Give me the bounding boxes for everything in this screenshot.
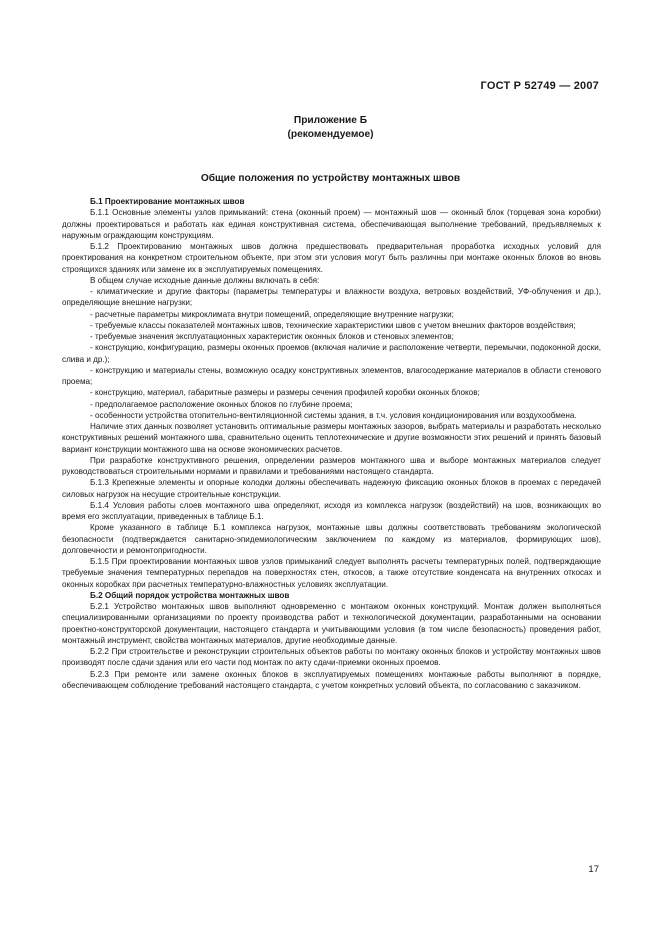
paragraph: Б.2.3 При ремонте или замене оконных блоков в эксплуатируемых помещениях монтажные работы выполняют в порядке, обеспечивающем соблюдение требований настоящего стандарта, с учетом конкретных условий объекта, по согласованию с заказчиком. bbox=[62, 669, 601, 690]
paragraph: Б.1.5 При проектировании монтажных швов узлов примыканий следует выполнять расчеты температурных полей, подтверждающие требуемые значения температурных перепадов на поверхностях стен, откосов, а также отсутствие конденсата на внутренних откосах и оконных коробках при расчетных температурно-влажностных условиях эксплуатации. bbox=[62, 557, 601, 589]
paragraph: Б.1.4 Условия работы слоев монтажного шва определяют, исходя из комплекса нагрузок (воздействий) на шов, возникающих во время его эксплуатации, приведенных в таблице Б.1. bbox=[62, 500, 601, 521]
appendix-title bbox=[0, 114, 661, 142]
paragraph: Б.1.2 Проектированию монтажных швов должна предшествовать предварительная проработка исходных условий для проектирования на конкретном строительном объекте, при этом эти условия могут быть различны при монтаже оконных блоков во вновь строящихся зданиях или замене их в эксплуатируемых помещениях. bbox=[62, 242, 601, 274]
paragraph: Б.1.3 Крепежные элементы и опорные колодки должны обеспечивать надежную фиксацию оконных блоков в проемах с передачей силовых нагрузок на несущие строительные конструкции. bbox=[62, 478, 601, 499]
paragraph: - требуемые значения эксплуатационных характеристик оконных блоков и стеновых элементов; bbox=[90, 332, 454, 341]
paragraph: Б.2.1 Устройство монтажных швов выполняют одновременно с монтажом оконных конструкций. Монтаж должен выполняться специализированными организациями по проекту производства работ и технологической документации, разработанными на основании проектно-конструкторской документации, настоящего стандарта и учитывающими условия (в том числе безопасность) проведения работ, монтажный инструмент, свойства монтажных материалов, другие необходимые данные. bbox=[62, 602, 601, 645]
page-number: 17 bbox=[588, 864, 599, 875]
document-body bbox=[62, 196, 601, 691]
paragraph: В общем случае исходные данные должны включать в себя: bbox=[90, 275, 320, 285]
section-heading: Общие положения по устройству монтажных швов bbox=[200, 173, 461, 184]
paragraph: - особенности устройства отопительно-вентиляционной системы здания, в т.ч. условия кондиционирования или воздухообмена. bbox=[90, 410, 577, 420]
paragraph: - предполагаемое расположение оконных блоков по глубине проема; bbox=[90, 399, 353, 409]
paragraph: - конструкцию, материал, габаритные размеры и размеры сечения профилей коробки оконных блоков; bbox=[90, 388, 480, 398]
paragraph: При разработке конструктивного решения, определении размеров монтажного шва и выборе монтажных материалов следует руководствоваться строительными нормами и правилами и требованиями настоящего стандарта. bbox=[62, 455, 601, 476]
paragraph: - конструкцию, конфигурацию, размеры оконных проемов (включая наличие и расположение четверти, перемычки, подоконной доски, слива и др.); bbox=[62, 343, 601, 364]
subsection-heading: Б.1 Проектирование монтажных швов bbox=[90, 197, 245, 206]
paragraph: Наличие этих данных позволяет установить оптимальные размеры монтажных зазоров, выбрать материалы и разработать несколько конструктивных решений монтажного шва, сравнительно оценить теплотехнические и другие возможности этих решений и принять базовый вариант конструкции монтажного шва на основе экономических расчетов. bbox=[62, 422, 601, 454]
paragraph: - расчетные параметры микроклимата внутри помещений, определяющие внутренние нагрузки; bbox=[90, 309, 454, 319]
subsection-heading: Б.2 Общий порядок устройства монтажных швов bbox=[90, 590, 290, 600]
appendix-label: Приложение Б bbox=[293, 115, 368, 126]
paragraph: Б.1.1 Основные элементы узлов примыканий: стена (оконный проем) — монтажный шов — оконный блок (торцевая зона коробки) должны проектироваться и работать как единая конструктивная система, обеспечивающая выполнение требований, предъявляемых к наружным ограждающим конструкциям. bbox=[62, 208, 601, 240]
appendix-status: (рекомендуемое) bbox=[287, 129, 374, 140]
paragraph: Б.2.2 При строительстве и реконструкции строительных объектов работы по монтажу оконных блоков и устройству монтажных швов производят после сдачи здания или его части под монтаж по акту сдачи-приемки оконных проемов. bbox=[62, 647, 601, 668]
standard-number: ГОСТ Р 52749 — 2007 bbox=[480, 80, 599, 92]
paragraph: - климатические и другие факторы (параметры температуры и влажности воздуха, ветровых воздействий, УФ-облучения и др.), определяющие внешние нагрузки; bbox=[62, 287, 601, 308]
paragraph: - требуемые классы показателей монтажных швов, технические характеристики швов с учетом внешних факторов воздействия; bbox=[90, 320, 576, 330]
paragraph: Кроме указанного в таблице Б.1 комплекса нагрузок, монтажные швы должны соответствовать требованиям экологической безопасности (подтверждается санитарно-эпидемиологическим заключением по каждому из материалов, формирующих шов), долговечности и ремонтопригодности. bbox=[62, 523, 601, 555]
paragraph: - конструкцию и материалы стены, возможную осадку конструктивных элементов, влагосодержание материалов в области стенового проема; bbox=[62, 365, 601, 386]
